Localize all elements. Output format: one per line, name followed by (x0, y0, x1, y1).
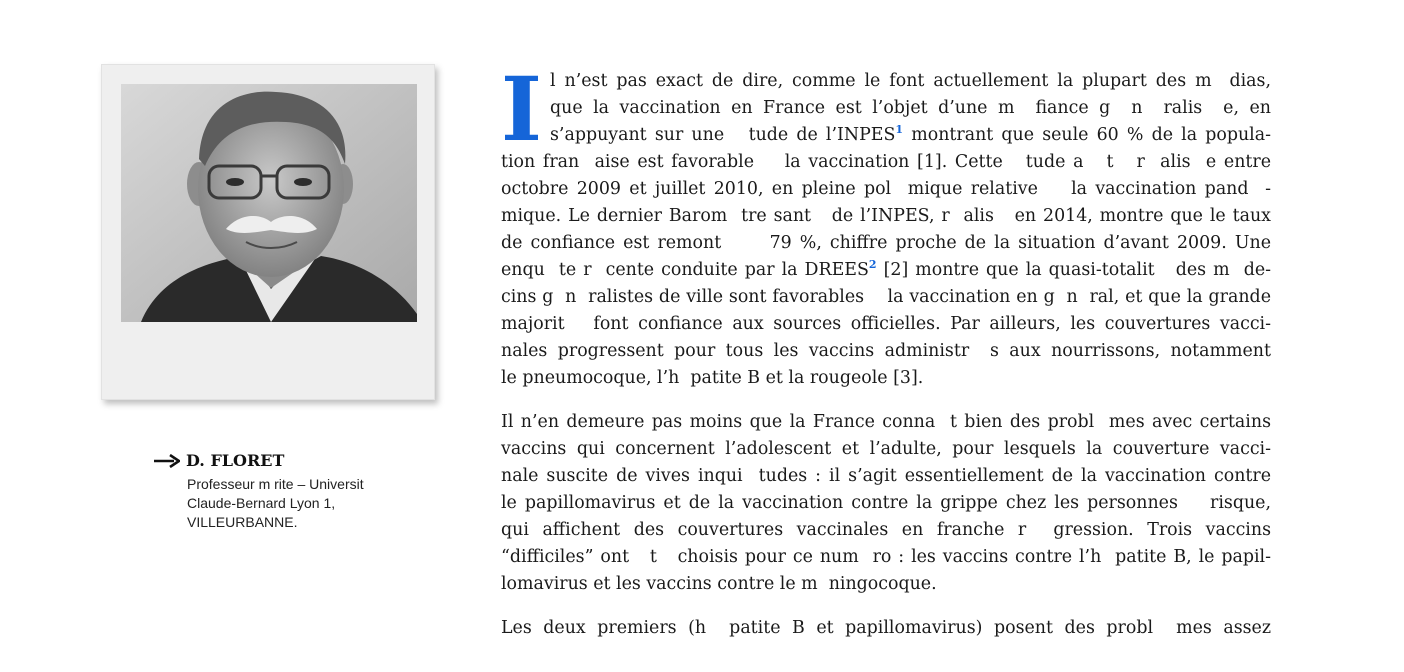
paragraph-line: majorit font confiance aux sources officielles. Par ailleurs, les couvertures vacci- (501, 314, 1271, 334)
paragraph-line: mique. Le dernier Barom tre sant de l’INPES, r alis en 2014, montre que le taux (501, 206, 1271, 226)
paragraph-line: octobre 2009 et juillet 2010, en pleine pol mique relative la vaccination pand - (501, 179, 1271, 199)
paragraph-line: le papillomavirus et de la vaccination contre la grippe chez les personnes risque, (501, 493, 1271, 513)
paragraph-2 (501, 409, 1271, 598)
paragraph-gap (501, 598, 1271, 615)
footnote-ref[interactable]: 1 (895, 123, 904, 137)
author-affiliation (187, 475, 434, 532)
author-photo-card (101, 64, 435, 400)
paragraph-line: que la vaccination en France est l’objet d’une m fiance g n ralis e, en (550, 98, 1271, 118)
paragraph-line: de confiance est remont 79 %, chiffre proche de la situation d’avant 2009. Une (501, 233, 1271, 253)
paragraph-line: “difficiles” ont t choisis pour ce num ro : les vaccins contre l’h patite B, le papil- (501, 547, 1271, 567)
arrow-right-icon (154, 454, 180, 468)
author-institution-line: Claude-Bernard Lyon 1, (187, 495, 336, 511)
paragraph-3 (501, 615, 1271, 642)
paragraph-line: Il n’en demeure pas moins que la France conna t bien des probl mes avec certains (501, 412, 1271, 432)
paragraph-1 (501, 68, 1271, 392)
paragraph-line: nales progressent pour tous les vaccins administr s aux nourrissons, notamment (501, 341, 1271, 361)
paragraph-line: Les deux premiers (h patite B et papillomavirus) posent des probl mes assez (501, 618, 1271, 638)
paragraph-gap (501, 392, 1271, 409)
author-city-line: VILLEURBANNE. (187, 514, 298, 530)
author-name: D. FLORET (186, 451, 285, 470)
drop-cap-text: I (501, 68, 542, 145)
paragraph-line: s’appuyant sur une tude de l’INPES$^1$ montrant que seule 60 % de la popula- (550, 123, 1271, 145)
paragraph-line: lomavirus et les vaccins contre le m ningocoque. (501, 574, 937, 594)
paragraph-line: nale suscite de vives inqui tudes : il s’agit essentiellement de la vaccination contre (501, 466, 1271, 486)
author-photo (121, 84, 417, 322)
paragraph-line: cins g n ralistes de ville sont favorables la vaccination en g n ral, et que la grande (501, 287, 1271, 307)
author-block (154, 451, 434, 532)
paragraph-line: qui affichent des couvertures vaccinales en franche r gression. Trois vaccins (501, 520, 1271, 540)
portrait-image (121, 84, 417, 322)
paragraph-line: enqu te r cente conduite par la DREES$^2$ [2] montre que la quasi-totalit des m de- (501, 258, 1271, 280)
author-title-line: Professeur m rite – Universit (187, 476, 364, 492)
paragraph-line: le pneumocoque, l’h patite B et la rougeole [3]. (501, 368, 924, 388)
article-body (501, 68, 1271, 642)
paragraph-line: tion fran aise est favorable la vaccination [1]. Cette tude a t r alis e entre (501, 152, 1271, 172)
footnote-ref[interactable]: 2 (868, 258, 877, 272)
author-name-row (154, 451, 434, 470)
paragraph-line: vaccins qui concernent l’adolescent et l’adulte, pour lesquels la couverture vacci- (501, 439, 1271, 459)
paragraph-line: l n’est pas exact de dire, comme le font actuellement la plupart des m dias, (550, 71, 1271, 91)
drop-cap-letter (501, 68, 542, 145)
